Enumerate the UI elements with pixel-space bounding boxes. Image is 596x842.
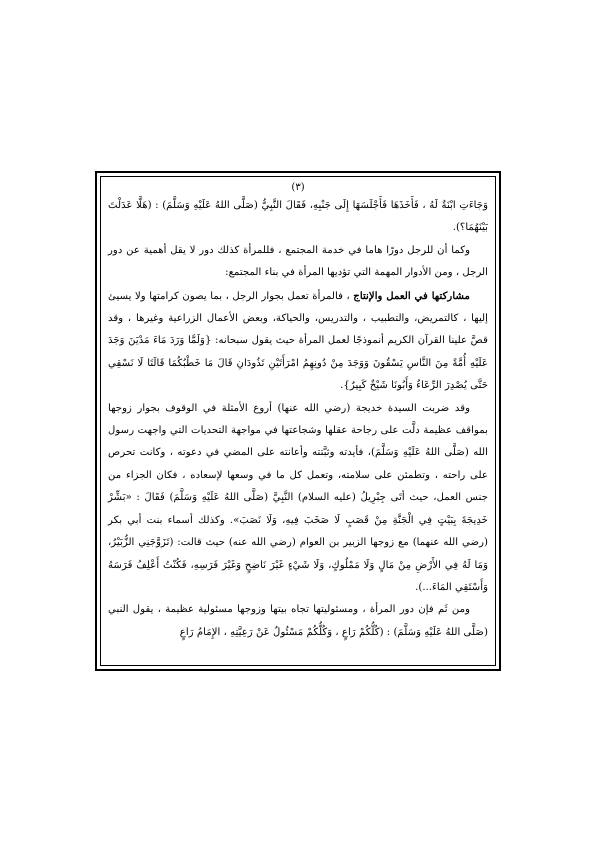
paragraph-1 [108, 195, 488, 240]
paragraph-3 [108, 285, 488, 398]
paragraph-4-text: وقد ضربت السيدة خديجة (رضي الله عنها) أروع الأمثلة في الوقوف بجوار زوجها بمواقف عظيمة دلَّت على رجاحة عقلها وشجاعتها في مواجهة التحديات التي واجهت رسول الله (صَلَّى اللهُ عَلَيْهِ وَسَلَّمَ)، فأيدته وثبَّتته وأعانته على المضي في دعوته ، وكانت تحرص على راحته ، وتطمئن على سلامته، وتعمل كل ما في وسعها لإسعاده ، فكان الجزاء من جنس العمل، حيث أتَى جِبْرِيلُ (عليه السلام) النَّبِيَّ (صَلَّى اللهُ عَلَيْهِ وَسَلَّمَ) فَقَالَ : «بَشِّرْ خَدِيجَةَ بِبَيْتٍ فِي الْجَنَّةِ مِنْ قَصَبٍ لَا صَخَبَ فِيهِ، وَلَا نَصَبَ». وكذلك أسماء بنت أبي بكر (رضي الله عنهما) مع زوجها الزبير بن العوام (رضي الله عنه) حيث قالت: (تَزَوَّجَنِي الزُّبَيْرُ، وَمَا لَهُ فِي الأَرْضِ مِنْ مَالٍ وَلَا مَمْلُوكٍ، وَلَا شَيْءٍ غَيْرَ نَاضِحٍ وَغَيْرَ فَرَسِهِ، فَكُنْتُ أَعْلِفُ فَرَسَهُ وَأَسْتَقِي المَاءَ...). [108, 402, 488, 593]
page-frame-outer [95, 171, 501, 671]
paragraph-1-text: وَجَاءَتِ ابْنَةٌ لَهُ ، فَأَخَذَهَا فَأَجْلَسَهَا إِلَى جَنْبِهِ، فَقَالَ النَّبِيُّ (صَلَّى اللهُ عَلَيْهِ وَسَلَّمَ) : (هَلَّا عَدَلْتَ بَيْنَهُمَا؟). [108, 200, 488, 234]
page-frame-inner [100, 176, 496, 666]
paragraph-5 [108, 599, 488, 644]
paragraph-5-text: ومن ثَم فإن دور المرأة ، ومسئوليتها تجاه بيتها وزوجها مسئولية عظيمة ، يقول النبي (صَلَّى اللهُ عَلَيْهِ وَسَلَّمَ) : (كُلُّكُمْ رَاعٍ ، وَكُلُّكُمْ مَسْئُولٌ عَنْ رَعِيَّتِهِ ، الإِمَامُ رَاعٍ [108, 604, 488, 638]
page-number: (٣) [291, 182, 305, 193]
paragraph-3-text: ، فالمرأة تعمل بجوار الرجل ، بما يصون كرامتها ولا يسيئ إليها ، كالتمريض، والتطبيب ، والتدريس، والحياكة، وبعض الأعمال الزراعية وغيرها ، وقد قصَّ علينا القرآن الكريم أنموذجًا لعمل المرأة حيث يقول سبحانه: {وَلَمَّا وَرَدَ مَاءَ مَدْيَنَ وَجَدَ عَلَيْهِ أُمَّةً مِنَ النَّاسِ يَسْقُونَ وَوَجَدَ مِنْ دُونِهِمُ امْرَأَتَيْنِ تَذُودَانِ قَالَ مَا خَطْبُكُمَا قَالَتَا لَا نَسْقِي حَتَّى يُصْدِرَ الرِّعَاءُ وَأَبُونَا شَيْخٌ كَبِيرٌ}. [108, 290, 488, 392]
paragraph-2 [108, 240, 488, 285]
paragraph-2-text: وكما أن للرجل دورًا هاما في خدمة المجتمع ، فللمرأة كذلك دور لا يقل أهمية عن دور الرجل ، ومن الأدوار المهمة التي تؤديها المرأة في بناء المجتمع: [108, 244, 488, 279]
paragraph-3-heading: مشاركتها في العمل والإنتاج [353, 289, 470, 302]
paragraph-4 [108, 398, 488, 600]
